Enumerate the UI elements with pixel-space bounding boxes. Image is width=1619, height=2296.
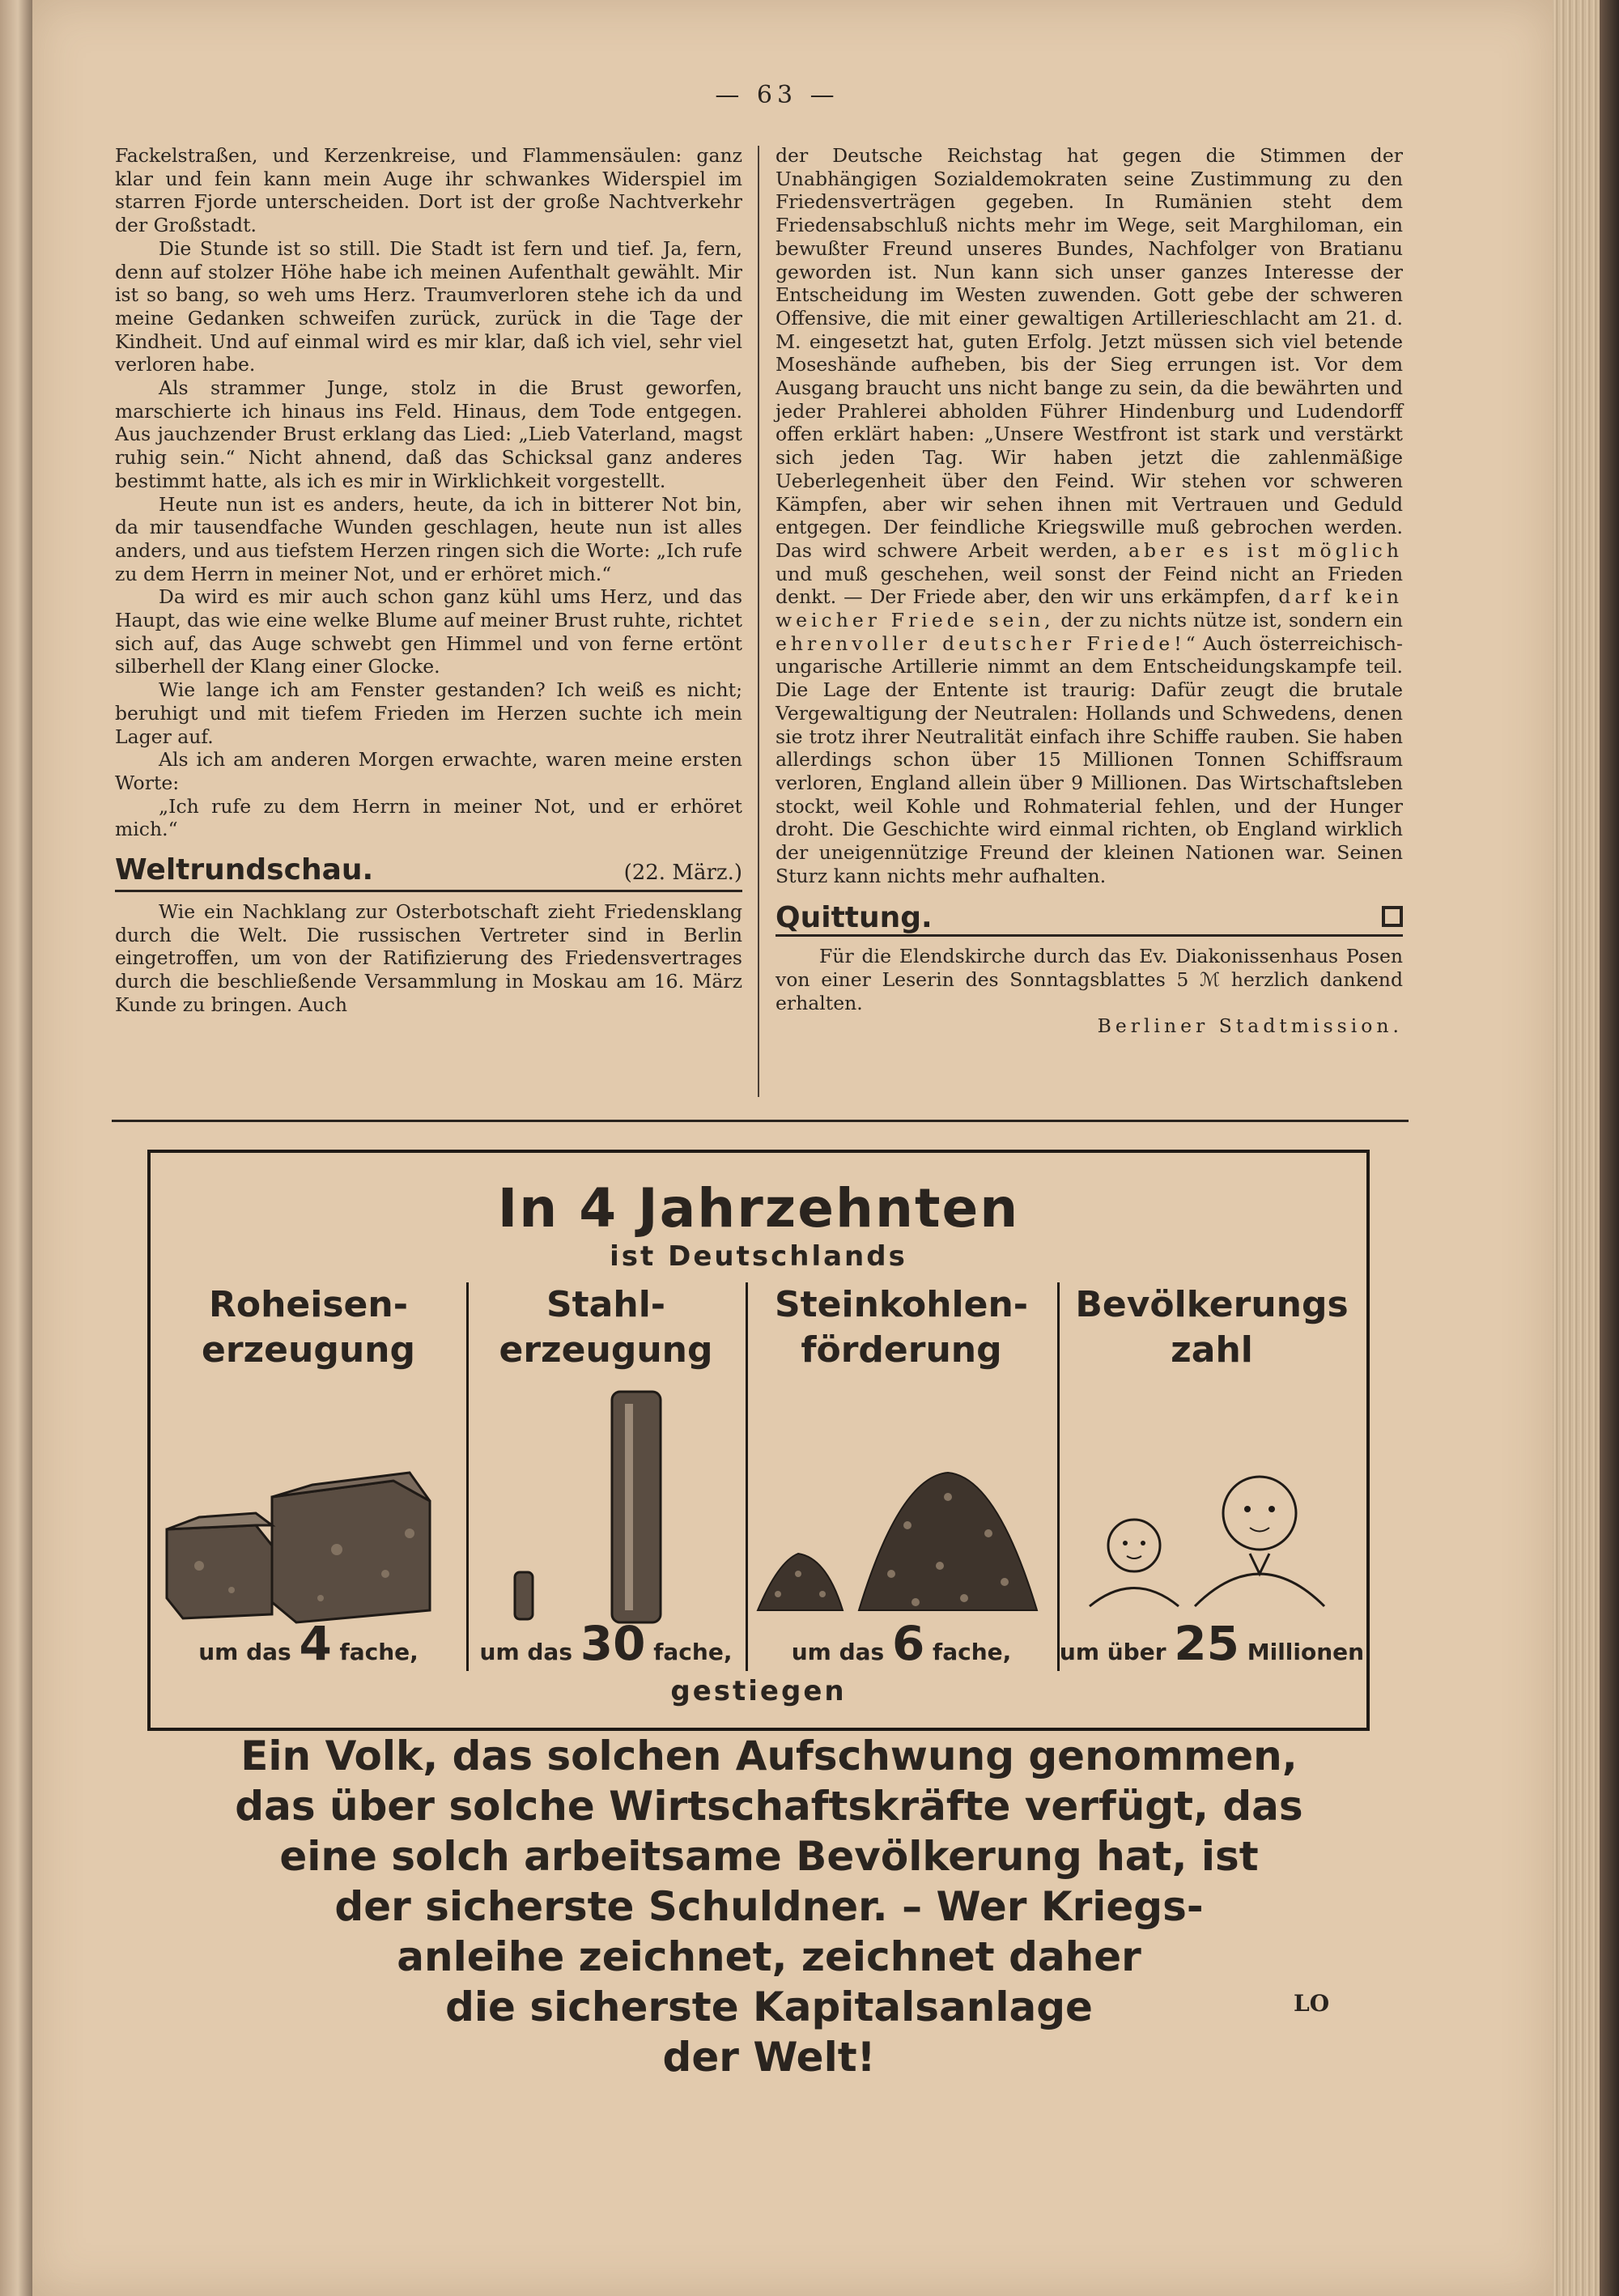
- ad-factor: [746, 1616, 1057, 1671]
- left-column: [115, 144, 742, 1016]
- square-ornament-icon: [1382, 906, 1403, 927]
- factor-suffix: fache,: [933, 1639, 1012, 1665]
- adjacent-page-edge: [0, 0, 32, 2296]
- ad-factor: [151, 1616, 466, 1671]
- babies-illustration: [1057, 1282, 1366, 1671]
- factor-prefix: um das: [791, 1639, 885, 1665]
- slogan-line: das über solche Wirtschaftskräfte verfügt, das: [235, 1783, 1303, 1830]
- ad-title: In 4 Jahrzehnten: [497, 1177, 1020, 1239]
- label-line: Roheisen-: [209, 1284, 408, 1325]
- binding-shadow: [1600, 0, 1619, 2296]
- ad-column-stahl: [466, 1282, 748, 1671]
- emphasis-run: aber es ist möglich: [1128, 538, 1403, 562]
- ad-factor: [1057, 1616, 1366, 1671]
- printer-mark: LO: [1294, 1990, 1330, 2017]
- paragraph: [776, 144, 1403, 888]
- ad-column-bevoelkerung: [1057, 1282, 1369, 1671]
- section-title: Weltrundschau.: [115, 853, 374, 887]
- emphasis-run: ehrenvoller deutscher Friede!: [776, 631, 1186, 655]
- ad-subtitle: ist Deutschlands: [610, 1240, 907, 1273]
- horizontal-rule: [112, 1120, 1409, 1122]
- paragraph: Heute nun ist es anders, heute, da ich in bitterer Not bin, da mir tausendfache Wunden geschlagen, heute nun ist alles anders, und aus tiefstem Herzen ringen sich die Worte: „Ich rufe zu dem Herrn in meiner Not, und er erhöret mich.“: [115, 492, 742, 585]
- text-run: “ Auch österreichisch-ungarische Artillerie nimmt an dem Entscheidungskampfe teil. Die Lage der Entente ist traurig: Dafür zeugt die brutale Vergewaltigung der Neutralen: Hollands und Schwedens, denen sie trotz ihrer Neutralität einfach ihre Schiffe rauben. Sie haben allerdings schon über 15 Millionen Tonnen Schiffsraum verloren, England allein über 9 Millionen. Das Wirtschaftsleben stockt, weil Kohle und Rohmaterial fehlen, und der Hunger droht. Die Geschichte wird einmal richten, ob England wirklich der uneigennützige Freund der kleinen Nationen war. Seinen Sturz kann nichts mehr aufhalten.: [776, 631, 1403, 887]
- factor-suffix: fache,: [653, 1639, 733, 1665]
- label-line: Bevölkerungs: [1075, 1284, 1349, 1325]
- label-line: zahl: [1171, 1329, 1253, 1371]
- factor-number: 30: [580, 1616, 646, 1671]
- paragraph: Die Stunde ist so still. Die Stadt ist fern und tief. Ja, fern, denn auf stolzer Höhe habe ich meinen Aufenthalt gewählt. Mir ist so bang, so weh ums Herz. Traumverloren stehe ich da und meine Gedanken schweifen zurück, zurück in die Tage der Kindheit. Und auf einmal wird es mir klar, daß ich viel, sehr viel verloren habe.: [115, 236, 742, 376]
- iron-blocks-illustration: [151, 1282, 466, 1671]
- section-heading-quittung: [776, 900, 1403, 938]
- label-line: erzeugung: [202, 1329, 415, 1371]
- factor-number: 4: [299, 1616, 332, 1671]
- page-number: — 63 —: [715, 81, 839, 109]
- paragraph: „Ich rufe zu dem Herrn in meiner Not, und er erhöret mich.“: [115, 794, 742, 841]
- paragraph: Da wird es mir auch schon ganz kühl ums Herz, und das Haupt, das wie eine welke Blume auf meiner Brust ruhte, richtet sich auf, das Auge schwebt gen Himmel und von ferne ertönt silberhell der Klang einer Glocke.: [115, 585, 742, 678]
- paragraph: Fackelstraßen, und Kerzenkreise, und Flammensäulen: ganz klar und fein kann mein Auge ihr schwankes Widerspiel im starren Fjorde unterscheiden. Dort ist der große Nachtverkehr der Großstadt.: [115, 144, 742, 237]
- label-line: Stahl-: [546, 1284, 666, 1325]
- paragraph: Für die Elendskirche durch das Ev. Diakonissenhaus Posen von einer Leserin des Sonntagsblattes 5 ℳ herzlich dankend erhalten.: [776, 945, 1403, 1014]
- slogan-line: eine solch arbeitsame Bevölkerung hat, ist: [279, 1833, 1259, 1880]
- factor-suffix: Millionen: [1247, 1639, 1365, 1665]
- paragraph: Wie lange ich am Fenster gestanden? Ich weiß es nicht; beruhigt und mit tiefem Frieden im Herzen suchte ich mein Lager auf.: [115, 678, 742, 748]
- advertisement-box: [147, 1150, 1370, 1731]
- factor-number: 6: [891, 1616, 925, 1671]
- slogan-line: anleihe zeichnet, zeichnet daher: [397, 1933, 1141, 1980]
- label-line: erzeugung: [499, 1329, 713, 1371]
- coal-piles-illustration: [746, 1282, 1057, 1671]
- factor-prefix: um über: [1059, 1639, 1166, 1665]
- ad-column-steinkohle: [746, 1282, 1060, 1671]
- column-divider: [758, 146, 759, 1097]
- ad-slogan: [194, 1731, 1344, 2082]
- factor-suffix: fache,: [339, 1639, 419, 1665]
- slogan-line: der Welt!: [662, 2034, 876, 2081]
- section-heading-weltrundschau: [115, 853, 742, 892]
- signature: Berliner Stadtmission.: [1097, 1014, 1403, 1038]
- factor-number: 25: [1174, 1616, 1239, 1671]
- label-line: förderung: [801, 1329, 1002, 1371]
- text-run: und muß geschehen, weil sonst der Feind nicht an Frieden denkt. — Der Friede aber, den wir uns erkämpfen,: [776, 562, 1403, 609]
- slogan-line: der sicherste Schuldner. – Wer Kriegs-: [334, 1883, 1204, 1930]
- label-line: Steinkohlen-: [774, 1284, 1029, 1325]
- text-run: der zu nichts nütze ist, sondern ein: [1060, 609, 1403, 632]
- paragraph: Als ich am anderen Morgen erwachte, waren meine ersten Worte:: [115, 748, 742, 794]
- slogan-line: Ein Volk, das solchen Aufschwung genommen,: [240, 1733, 1298, 1779]
- paragraph: Als strammer Junge, stolz in die Brust geworfen, marschierte ich hinaus ins Feld. Hinaus, dem Tode entgegen. Aus jauchzender Brust erklang das Lied: „Lieb Vaterland, magst ruhig sein.“ Nicht ahnend, daß das Schicksal ganz anderes bestimmt hatte, als ich es mir in Wirklichkeit vorgestellt.: [115, 376, 742, 492]
- slogan-line: die sicherste Kapitalsanlage: [445, 1983, 1093, 2030]
- page-number-value: 63: [756, 81, 798, 109]
- section-date: (22. März.): [623, 861, 742, 886]
- factor-prefix: um das: [198, 1639, 291, 1665]
- factor-prefix: um das: [479, 1639, 572, 1665]
- ad-footer: gestiegen: [670, 1675, 847, 1707]
- steel-bars-illustration: [466, 1282, 746, 1671]
- ad-column-roheisen: [151, 1282, 469, 1671]
- section-title: Quittung.: [776, 900, 933, 934]
- paragraph: Wie ein Nachklang zur Osterbotschaft zieht Friedensklang durch die Welt. Die russischen Vertreter sind in Berlin eingetroffen, um von der Ratifizierung des Friedensvertrages durch die beschließende Versammlung in Moskau am 16. März Kunde zu bringen. Auch: [115, 899, 742, 1016]
- ad-factor: [466, 1616, 746, 1671]
- right-column: [776, 144, 1403, 1038]
- emphasis-run: darf kein weicher Friede sein,: [776, 585, 1403, 632]
- text-run: der Deutsche Reichstag hat gegen die Stimmen der Unabhängigen Sozialdemokraten seine Zustimmung zu den Friedensverträgen gegeben. In Rumänien steht dem Friedensabschluß nichts mehr im Wege, seit Marghiloman, ein bewußter Freund unseres Bundes, Nachfolger von Bratianu geworden ist. Nun kann sich unser ganzes Interesse der Entscheidung im Westen zuwenden. Gott gebe der schweren Offensive, die mit einer gewaltigen Artillerieschlacht am 21. d. M. eingesetzt hat, guten Erfolg. Jetzt müssen sich viel betende Moseshände aufheben, bis der Sieg errungen ist. Vor dem Ausgang braucht uns nicht bange zu sein, da die bewährten und jeder Prahlerei abholden Führer Hindenburg und Ludendorff offen erklärt haben: „Unsere Westfront ist stark und verstärkt sich jeden Tag. Wir haben jetzt die zahlenmäßige Ueberlegenheit über den Feind. Wir stehen vor schweren Kämpfen, aber wir sehen ihnen mit Vertrauen und Geduld entgegen. Der feindliche Kriegswille muß gebrochen werden. Das wird schwere Arbeit werden,: [776, 144, 1403, 562]
